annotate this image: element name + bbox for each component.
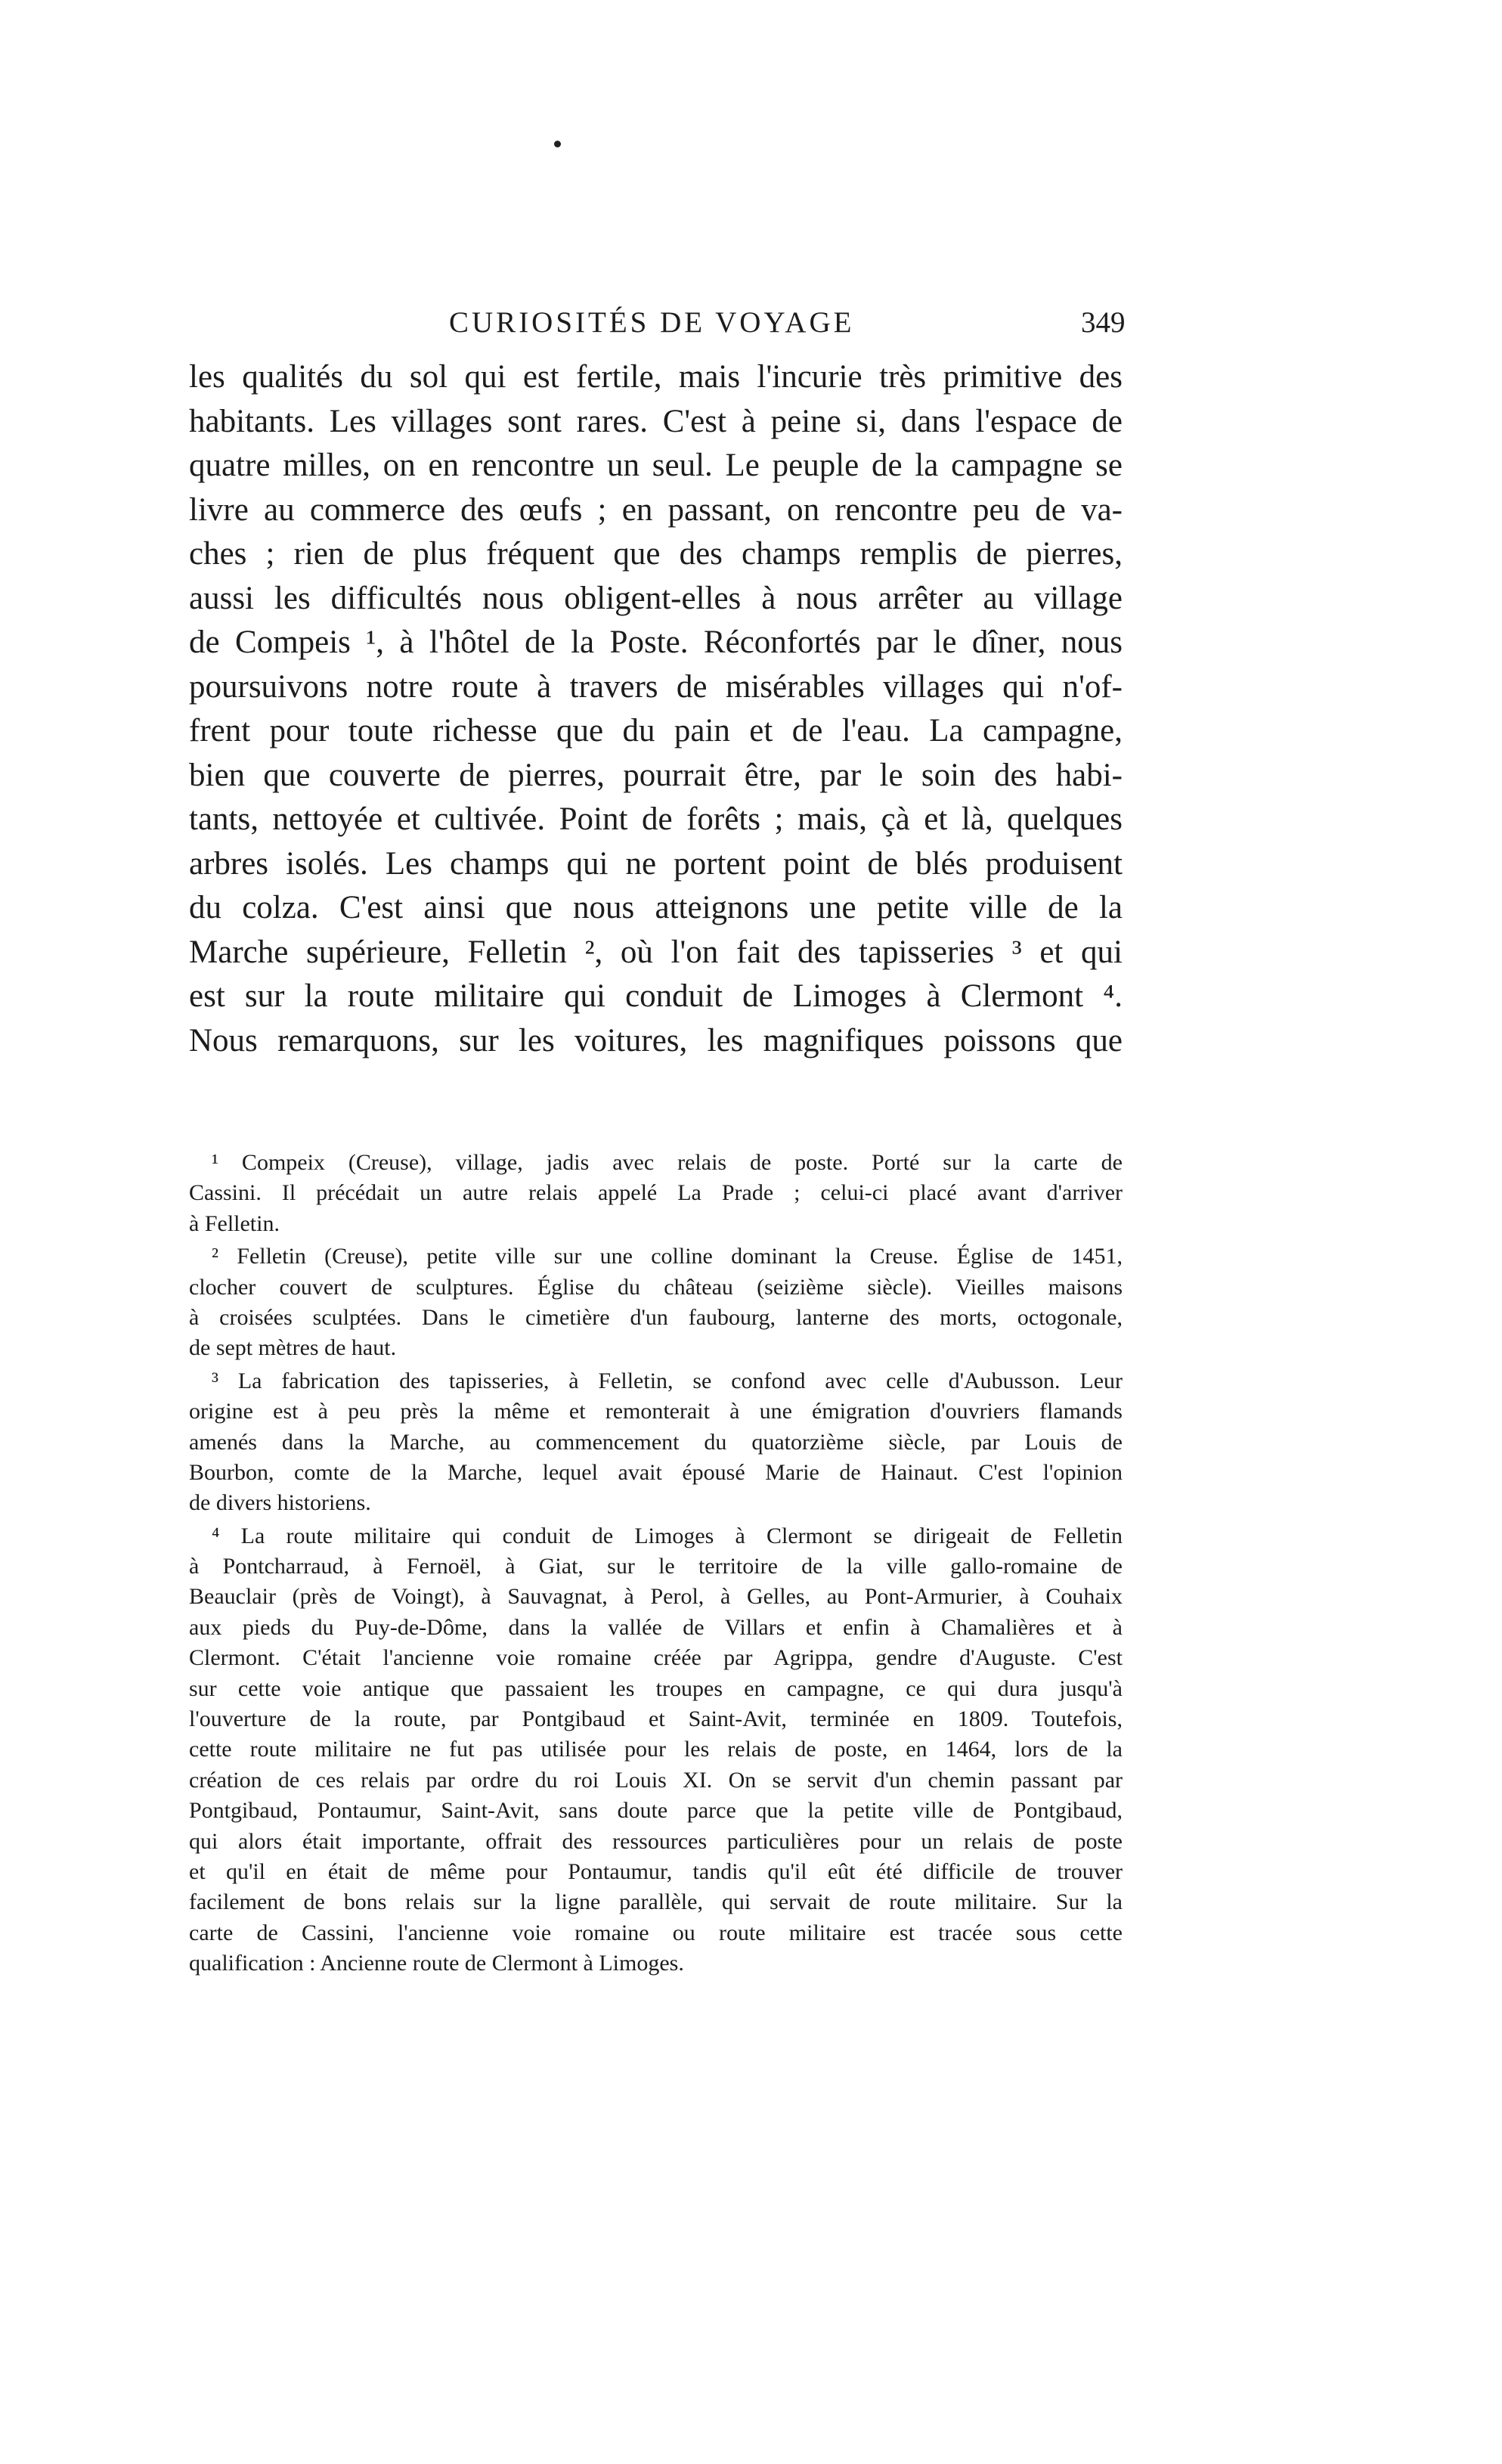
footnote-line: Pontgibaud, Pontaumur, Saint-Avit, sans doute parce que la petite ville de Pontgibaud, (189, 1798, 1123, 1824)
stray-ink-dot (554, 141, 561, 147)
body-line: bien que couverte de pierres, pourrait être, par le soin des habi- (189, 757, 1123, 793)
footnote-line: sur cette voie antique que passaient les troupes en campagne, ce qui dura jusqu'à (189, 1675, 1123, 1701)
body-line: Nous remarquons, sur les voitures, les magnifiques poissons que (189, 1022, 1123, 1058)
footnote-line: amenés dans la Marche, au commencement du quatorzième siècle, par Louis de (189, 1429, 1123, 1455)
body-line: habitants. Les villages sont rares. C'est à peine si, dans l'espace de (189, 403, 1123, 439)
footnote-line: qualification : Ancienne route de Clermont à Limoges. (189, 1951, 684, 1976)
footnote-line: qui alors était importante, offrait des ressources particulières pour un relais de poste (189, 1828, 1123, 1854)
body-line: quatre milles, on en rencontre un seul. Le peuple de la campagne se (189, 448, 1123, 483)
footnote-line: à Pontcharraud, à Fernoël, à Giat, sur le territoire de la ville gallo-romaine de (189, 1554, 1123, 1579)
running-header (189, 304, 1323, 342)
footnote-line: l'ouverture de la route, par Pontgibaud et Saint-Avit, terminée en 1809. Toutefois, (189, 1706, 1123, 1732)
body-line: aussi les difficultés nous obligent-elles à nous arrêter au village (189, 580, 1123, 616)
footnote-4 (189, 1521, 1123, 1979)
footnote-line: ³ La fabrication des tapisseries, à Felletin, se confond avec celle d'Aubusson. Leur (212, 1368, 1123, 1393)
footnote-line: de sept mètres de haut. (189, 1335, 397, 1361)
body-line: tants, nettoyée et cultivée. Point de forêts ; mais, çà et là, quelques (189, 801, 1123, 837)
body-line: les qualités du sol qui est fertile, mais l'incurie très primitive des (189, 359, 1123, 395)
footnote-line: Clermont. C'était l'ancienne voie romaine créée par Agrippa, gendre d'Auguste. C'est (189, 1645, 1123, 1671)
body-line: du colza. C'est ainsi que nous atteignons une petite ville de la (189, 890, 1123, 925)
body-line: Marche supérieure, Felletin ², où l'on fait des tapisseries ³ et qui (189, 934, 1123, 970)
body-line: ches ; rien de plus fréquent que des champs remplis de pierres, (189, 536, 1123, 572)
footnote-3 (189, 1366, 1123, 1519)
footnote-line: ¹ Compeix (Creuse), village, jadis avec relais de poste. Porté sur la carte de (212, 1150, 1123, 1175)
footnote-line: Cassini. Il précédait un autre relais appelé La Prade ; celui-ci placé avant d'arriver (189, 1180, 1123, 1206)
footnote-line: origine est à peu près la même et remonterait à une émigration d'ouvriers flamands (189, 1399, 1123, 1424)
body-line: livre au commerce des œufs ; en passant, on rencontre peu de va- (189, 491, 1123, 528)
body-text (189, 355, 1123, 1063)
footnote-1 (189, 1148, 1123, 1239)
body-line: arbres isolés. Les champs qui ne portent point de blés produisent (189, 845, 1123, 882)
footnote-line: clocher couvert de sculptures. Église du château (seizième siècle). Vieilles maisons (189, 1274, 1123, 1300)
running-title: CURIOSITÉS DE VOYAGE (449, 306, 855, 339)
footnote-line: cette route militaire ne fut pas utilisée pour les relais de poste, en 1464, lors de la (189, 1737, 1123, 1762)
page-number: 349 (1081, 306, 1126, 339)
footnote-line: ⁴ La route militaire qui conduit de Limoges à Clermont se dirigeait de Felletin (212, 1523, 1123, 1548)
footnote-line: et qu'il en était de même pour Pontaumur, tandis qu'il eût été difficile de trouver (189, 1858, 1123, 1884)
footnote-line: de divers historiens. (189, 1490, 371, 1516)
footnote-line: ² Felletin (Creuse), petite ville sur une colline dominant la Creuse. Église de 1451, (212, 1244, 1123, 1269)
footnote-line: Beauclair (près de Voingt), à Sauvagnat, à Perol, à Gelles, au Pont-Armurier, à Couhaix (189, 1584, 1123, 1610)
footnotes (189, 1148, 1123, 1979)
body-line: de Compeis ¹, à l'hôtel de la Poste. Réconfortés par le dîner, nous (189, 625, 1123, 660)
body-line: est sur la route militaire qui conduit de Limoges à Clermont ⁴. (189, 978, 1123, 1014)
footnote-2 (189, 1241, 1123, 1364)
footnote-line: à Felletin. (189, 1210, 280, 1236)
footnote-line: aux pieds du Puy-de-Dôme, dans la vallée de Villars et enfin à Chamalières et à (189, 1614, 1123, 1640)
body-line: poursuivons notre route à travers de misérables villages qui n'of- (189, 668, 1123, 705)
footnote-line: carte de Cassini, l'ancienne voie romaine ou route militaire est tracée sous cette (189, 1920, 1123, 1945)
footnote-line: facilement de bons relais sur la ligne parallèle, qui servait de route militaire. Sur la (189, 1889, 1123, 1915)
body-line: frent pour toute richesse que du pain et de l'eau. La campagne, (189, 713, 1123, 748)
footnote-line: création de ces relais par ordre du roi Louis XI. On se servit d'un chemin passant par (189, 1767, 1123, 1793)
footnote-line: Bourbon, comte de la Marche, lequel avait épousé Marie de Hainaut. C'est l'opinion (189, 1459, 1123, 1485)
footnote-line: à croisées sculptées. Dans le cimetière d'un faubourg, lanterne des morts, octogonale, (189, 1304, 1123, 1330)
